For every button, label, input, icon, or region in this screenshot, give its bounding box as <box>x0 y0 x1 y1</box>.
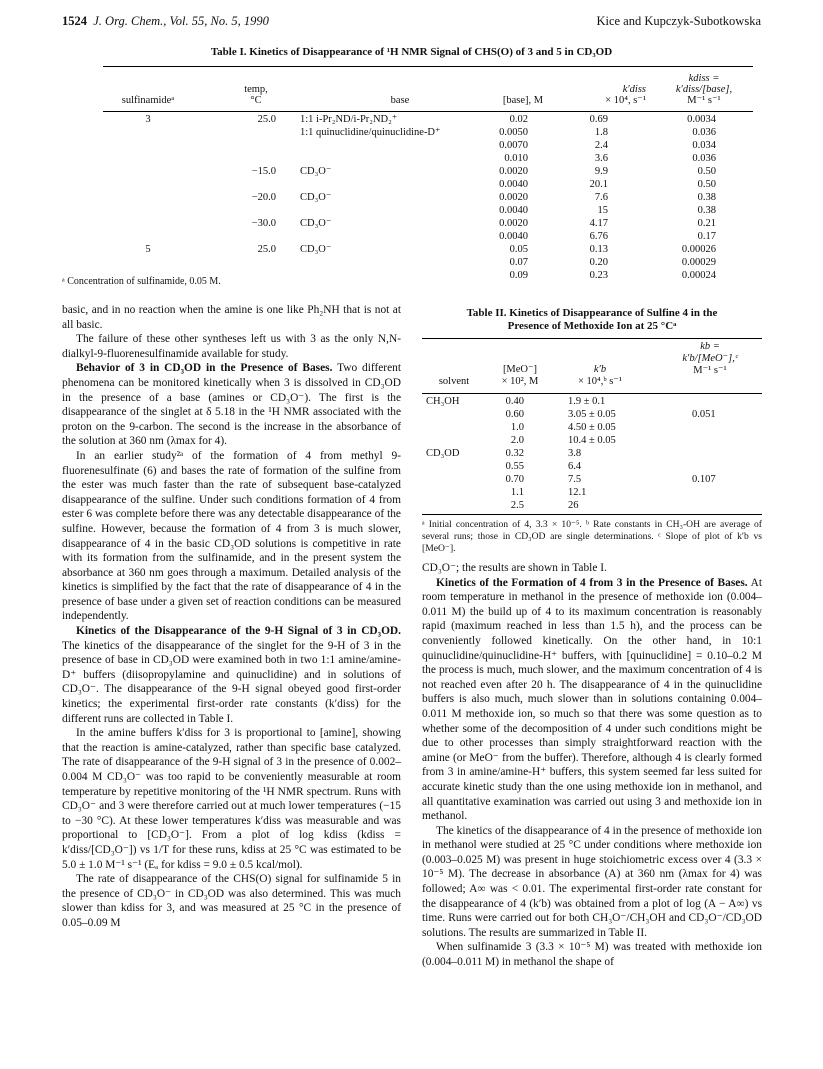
section-heading: Kinetics of the Formation of 4 from 3 in the Presence of Bases. <box>436 576 748 589</box>
table2-cell-kb: 7.5 <box>568 474 582 485</box>
table1-cell-temp: 25.0 <box>257 114 276 125</box>
paragraph <box>422 576 762 824</box>
paragraph <box>62 872 401 930</box>
table1-cell-conc: 0.07 <box>509 257 528 268</box>
table1-cell-sulfinamide: 3 <box>145 114 151 125</box>
table1-cell-temp: −15.0 <box>251 166 276 177</box>
journal-citation: J. Org. Chem., Vol. 55, No. 5, 1990 <box>93 14 269 28</box>
table1-cell-kdiss: 15 <box>597 205 608 216</box>
table1-cell-conc: 0.0070 <box>499 140 528 151</box>
paragraph <box>422 940 762 969</box>
table1-cell-conc: 0.010 <box>504 153 528 164</box>
paragraph <box>62 332 401 361</box>
table1-cell-conc: 0.09 <box>509 270 528 281</box>
paragraph-text: At room temperature in methanol in the presence of methoxide ion (0.004–0.011 M) the build up of 4 to its maximum concentration is reasonably rapid (maximum reached in less than 1.5 h), and the process can be conveniently followed kinetically. On the other hand, in 10:1 quinuclidine/quinuclidine-H⁺ buffers, with [quinuclidine] = 0.10–0.2 M the process is much, much slower, and the maximum concentration of 4 is not reached even after 20 h. The disappearance of 4 in the quinuclidine buffers is also much, much slower than in solutions containing 0.004–0.011 M methoxide ion, so much so that there was some question as to whether some of the decomposition of 4 under such conditions might be due to other processes than simply straightforward reaction with the amine (or MeO⁻ from the buffer). Therefore, although 4 is clearly formed from 3 in amine/amine-H⁺ buffers, this system seemed far less suited for accurate kinetic study than the one using methoxide ion in methanol, and all quantitative examination was carried out using 3 and methoxide ion in methanol. <box>422 576 763 823</box>
table2-header-kb-1: k′b <box>593 364 607 375</box>
paragraph <box>62 303 401 332</box>
table1-cell-kdiss: 0.13 <box>589 244 608 255</box>
table1-cell-kdiss: 0.69 <box>589 114 608 125</box>
table2-cell-kb: 1.9 ± 0.1 <box>568 396 606 407</box>
table1-cell-kdiss: 2.4 <box>594 140 608 151</box>
table1-cell-base: CD₃O⁻ <box>300 244 332 255</box>
table1-cell-ratio: 0.38 <box>697 192 716 203</box>
paragraph <box>62 449 401 624</box>
table2-header-ratio-1: kb = <box>700 341 720 352</box>
table2-cell-meo: 1.1 <box>510 487 524 498</box>
table2-footnote-text: ᵃ Initial concentration of 4, 3.3 × 10⁻⁵. ᵇ Rate constants in CH₃-OH are average of several runs; those in CD₃OD are single determinations. ᶜ Slope of plot of k′b vs [MeO⁻]. <box>422 519 762 554</box>
left-column <box>62 303 401 931</box>
paragraph <box>62 361 401 449</box>
table1-cell-kdiss: 0.20 <box>589 257 608 268</box>
table2-header-ratio-2: k′b/[MeO⁻],ᶜ <box>682 353 738 364</box>
table2-cell-kb: 3.8 <box>568 448 582 459</box>
table1-cell-ratio: 0.38 <box>697 205 716 216</box>
right-column <box>422 561 762 970</box>
paragraph-text: Two different phenomena can be monitored kinetically when 3 is dissolved in CD₃OD in the presence of a base (amines or CD₃O⁻). The first is the disappearance of the singlet at δ 5.18 in the ¹H NMR associated with the proton on the 9-carbon. The second is the increase in the absorbance of the solution at 360 nm (λmax for 4). <box>62 362 402 448</box>
table1-header-base: base <box>390 95 410 106</box>
table1-header-conc: [base], M <box>502 95 544 106</box>
table1-cell-conc: 0.05 <box>509 244 528 255</box>
table2-cell-kb: 4.50 ± 0.05 <box>568 422 616 433</box>
section-heading: Behavior of 3 in CD₃OD in the Presence of Bases. <box>76 362 333 375</box>
table1-cell-base: CD₃O⁻ <box>300 192 332 203</box>
table1-header-kdiss-1: k′diss <box>622 84 646 95</box>
table2-cell-kb: 12.1 <box>568 487 587 498</box>
paragraph-text: In an earlier study²ᵃ of the formation of 4 from methyl 9-fluorenesulfinate (6) and bases the rate of formation of the sulfine from the ester was much faster than the rate of subsequent base-catalyzed disappearance of the sulfine. Under such conditions formation of 4 from ester 6 was complete before there was any detectable disappearance of the sulfine. However, because the formation of 4 from 3 is much slower, disappearance of 4 in the basic CD₃OD solutions is competitive in rate with its formation from the sulfinamide, and in the present system the absorbance at 360 nm goes through a maximum. Detailed analysis of the kinetics is simplified by the fact that the rate of disappearance of 4 in the presence of base under a given set of reaction conditions can be measured independently. <box>62 449 401 623</box>
paragraph-text: The failure of these other syntheses left us with 3 as the only N,N-dialkyl-9-fluorenesulfinamide available for study. <box>62 333 401 360</box>
table2-header-rule <box>422 393 762 394</box>
table2-cell-solvent: CD₃OD <box>426 448 460 459</box>
table2-caption-line2: Presence of Methoxide Ion at 25 °Cᵃ <box>507 320 677 332</box>
paragraph <box>422 561 762 576</box>
header-authors: Kice and Kupczyk-Subotkowska <box>596 14 761 28</box>
table1-caption: Table I. Kinetics of Disappearance of ¹H NMR Signal of CHS(O) of 3 and 5 in CD₃OD <box>210 46 613 58</box>
table1-cell-conc: 0.0040 <box>499 231 528 242</box>
table1-cell-kdiss: 4.17 <box>589 218 608 229</box>
paragraph-text: basic, and in no reaction when the amine is one like Ph₂NH that is not at all basic. <box>62 304 401 331</box>
paragraph <box>62 726 401 872</box>
table2-header-ratio-3: M⁻¹ s⁻¹ <box>693 365 727 376</box>
table1-cell-ratio: 0.00026 <box>681 244 716 255</box>
table1-header-ratio-2: k′diss/[base], <box>675 84 733 95</box>
paragraph-text: When sulfinamide 3 (3.3 × 10⁻⁵ M) was treated with methoxide ion (0.004–0.011 M) in methanol the shape of <box>422 941 762 969</box>
table1-cell-ratio: 0.50 <box>697 166 716 177</box>
table1-cell-kdiss: 3.6 <box>594 153 608 164</box>
paragraph-text: The kinetics of the disappearance of 4 in the presence of methoxide ion in methanol were studied at 25 °C under conditions where methoxide ion (0.003–0.025 M) was present in huge stoichiometric excess over 4 (3.3 × 10⁻⁵ M). The decrease in absorbance (A) at 360 nm (λmax for 4) was followed; A∞ was < 0.01. The experimental first-order rate constant for the disappearance of 4 (k′b) was obtained from a plot of log (A − A∞) vs time. Runs were carried out for both CH₃O⁻/CH₃OH and CD₃O⁻/CD₃OD solutions. The results are summarized in Table II. <box>422 824 762 939</box>
table2-header-solvent: solvent <box>438 376 470 387</box>
table2-header-meo-2: × 10², M <box>501 376 539 387</box>
table1-cell-ratio: 0.17 <box>697 231 716 242</box>
table2-header-kb-2: × 10⁴,ᵇ s⁻¹ <box>578 376 622 387</box>
table1-cell-ratio: 0.00024 <box>681 270 716 281</box>
table1-cell-conc: 0.0040 <box>499 205 528 216</box>
table1-cell-ratio: 0.036 <box>692 127 716 138</box>
table1-cell-ratio: 0.00029 <box>681 257 716 268</box>
table1-cell-ratio: 0.21 <box>697 218 716 229</box>
table1-cell-temp: 25.0 <box>257 244 276 255</box>
table1-cell-sulfinamide: 5 <box>145 244 151 255</box>
table2-cell-kb: 10.4 ± 0.05 <box>568 435 616 446</box>
paragraph-text: The kinetics of the disappearance of the singlet for the 9-H of 3 in the presence of base in CD₃OD were examined both in two 1:1 amine/amine-D⁺ buffers (diisopropylamine and quinuclidine) and in solutions of CD₃O⁻. The disappearance of the 9-H signal obeyed good first-order kinetics; the experimental first-order rate constants (k′diss) for the different runs are collected in Table I. <box>62 639 401 725</box>
table2-cell-meo: 0.60 <box>505 409 524 420</box>
table1-header-ratio-1: kdiss = <box>688 73 720 84</box>
table1-cell-temp: −20.0 <box>251 192 276 203</box>
table2-cell-meo: 0.55 <box>505 461 524 472</box>
table2-caption-line1: Table II. Kinetics of Disappearance of Sulfine 4 in the <box>466 307 718 319</box>
table1-cell-kdiss: 1.8 <box>594 127 608 138</box>
paragraph-text: In the amine buffers k′diss for 3 is proportional to [amine], showing that the reaction is amine-catalyzed, rather than specific base catalyzed. The rate of disappearance of the 9-H signal of 3 in the presence of 0.002–0.004 M CD₃O⁻ was too rapid to be conveniently measurable at room temperature by repetitive monitoring of the ¹H NMR spectrum. Runs with CD₃O⁻ and 3 were therefore carried out at much lower temperatures (−15 to −30 °C). At these lower temperatures k′diss was measurable and was proportional to [CD₃O⁻]. From a plot of log kdiss (kdiss = k′diss/[CD₃O⁻]) vs 1/T for these runs, kdiss at 25 °C was estimated to be 5.0 ± 1.0 M⁻¹ s⁻¹ (Eₐ for kdiss = 9.0 ± 0.5 kcal/mol). <box>62 727 401 871</box>
table1-cell-kdiss: 0.23 <box>589 270 608 281</box>
table1-cell-conc: 0.0020 <box>499 218 528 229</box>
table2-cell-ratio: 0.051 <box>692 409 716 420</box>
table2-header-meo-1: [MeO⁻] <box>502 364 538 375</box>
table1-cell-kdiss: 20.1 <box>589 179 608 190</box>
table2-cell-meo: 2.5 <box>510 500 524 511</box>
table2-cell-ratio: 0.107 <box>692 474 716 485</box>
table1-header-kdiss-2: × 10⁴, s⁻¹ <box>605 95 646 106</box>
table1-cell-temp: −30.0 <box>251 218 276 229</box>
table1-cell-base: CD₃O⁻ <box>300 218 332 229</box>
paragraph <box>62 624 401 726</box>
table1-top-rule <box>103 66 753 67</box>
table1-cell-conc: 0.0020 <box>499 166 528 177</box>
table1-header-ratio-3: M⁻¹ s⁻¹ <box>687 95 721 106</box>
table1-header-temp-2: °C <box>250 95 262 106</box>
table2-cell-meo: 0.70 <box>505 474 524 485</box>
table1-cell-conc: 0.0020 <box>499 192 528 203</box>
table2-cell-meo: 0.32 <box>505 448 524 459</box>
paragraph <box>422 824 762 941</box>
table1-cell-ratio: 0.036 <box>692 153 716 164</box>
paragraph-text: CD₃O⁻; the results are shown in Table I. <box>422 562 607 574</box>
table1-cell-conc: 0.02 <box>509 114 528 125</box>
table2-cell-meo: 0.40 <box>505 396 524 407</box>
running-header <box>62 14 761 30</box>
paragraph-text: The rate of disappearance of the CHS(O) signal for sulfinamide 5 in the presence of CD₃O⁻ in CD₃OD was also determined. This was much slower than kdiss for 3, and was measured at 25 °C in the presence of 0.05–0.09 M <box>62 873 401 929</box>
table2-cell-kb: 6.4 <box>568 461 582 472</box>
header-left <box>62 14 269 29</box>
table1-cell-kdiss: 7.6 <box>594 192 608 203</box>
table1-cell-ratio: 0.0034 <box>687 114 716 125</box>
table2-cell-meo: 2.0 <box>510 435 524 446</box>
table1-cell-ratio: 0.50 <box>697 179 716 190</box>
table1-footnote: ᵃ Concentration of sulfinamide, 0.05 M. <box>62 276 221 287</box>
table1-cell-base: CD₃O⁻ <box>300 166 332 177</box>
section-heading: Kinetics of the Disappearance of the 9-H Signal of 3 in CD₃OD. <box>76 625 401 638</box>
table2-cell-solvent: CH₃OH <box>426 396 460 407</box>
table1-header-temp-1: temp, <box>244 84 268 95</box>
table2-caption <box>422 307 762 333</box>
table2-cell-kb: 26 <box>568 500 579 511</box>
table2-bottom-rule <box>422 514 762 515</box>
table1-cell-conc: 0.0040 <box>499 179 528 190</box>
table1-cell-kdiss: 9.9 <box>594 166 608 177</box>
table1-cell-base: 1:1 i-Pr₂ND/i-Pr₂ND₂⁺ <box>300 114 398 125</box>
table1-header-sulfinamide: sulfinamideᵃ <box>121 95 175 106</box>
table1-cell-base: 1:1 quinuclidine/quinuclidine-D⁺ <box>300 127 441 138</box>
table1-cell-kdiss: 6.76 <box>589 231 608 242</box>
table1-header-rule <box>103 111 753 112</box>
table1-cell-conc: 0.0050 <box>499 127 528 138</box>
table1-cell-ratio: 0.034 <box>692 140 716 151</box>
table2-cell-meo: 1.0 <box>510 422 524 433</box>
page-number: 1524 <box>62 14 87 28</box>
table2-cell-kb: 3.05 ± 0.05 <box>568 409 616 420</box>
table2-top-rule <box>422 338 762 339</box>
